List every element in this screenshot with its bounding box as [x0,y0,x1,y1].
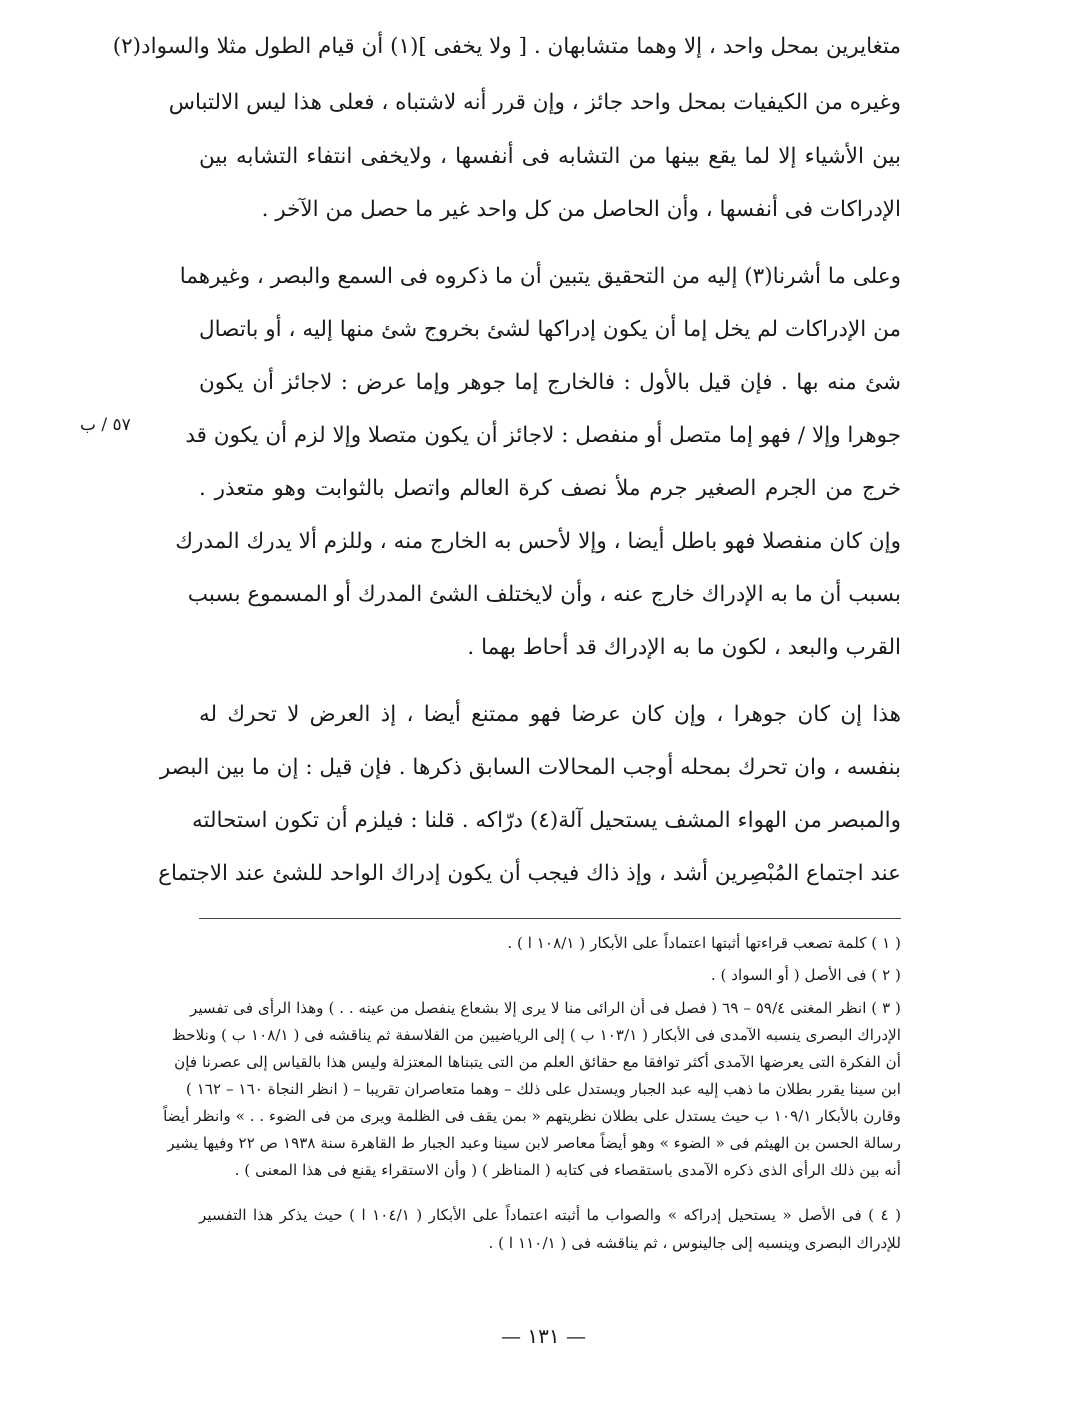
text-line: بنفسه ، وان تحرك بمحله أوجب المحالات السابق ذكرها . فإن قيل : إن ما بين البصر [159,755,901,780]
text-line: متغايرين بمحل واحد ، إلا وهما متشابهان . [ ولا يخفى ](١) أن قيام الطول مثلا والسواد(٢) [112,34,901,59]
footnote-line: أن الفكرة التى يعرضها الآمدى أكثر توافقا مع حقائق العلم من التى يتبناها المعتزلة وليس هذا بالقياس إلى عصرنا فإن [174,1053,901,1071]
text-line: بسبب أن ما به الإدراك خارج عنه ، وأن لايختلف الشئ المدرك أو المسموع بسبب [187,582,901,607]
text-line: وإن كان منفصلا فهو باطل أيضا ، وإلا لأحس به الخارج منه ، وللزم ألا يدرك المدرك [175,529,901,554]
text-line: والمبصر من الهواء المشف يستحيل آلة(٤) درّاكه . قلنا : فيلزم أن تكون استحالته [191,808,901,833]
text-line: خرج من الجرم الصغير جرم ملأ نصف كرة العالم واتصل بالثوابت وهو متعذر . [199,476,901,501]
text-line: بين الأشياء إلا لما يقع بينها من التشابه فى أنفسها ، ولايخفى انتفاء التشابه بين [199,144,901,169]
text-line: هذا إن كان جوهرا ، وإن كان عرضا فهو ممتنع أيضا ، إذ العرض لا تحرك له [199,702,901,727]
manuscript-folio-marker: ٥٧ / ب [80,415,131,435]
text-line: وغيره من الكيفيات بمحل واحد جائز ، وإن قرر أنه لاشتباه ، فعلى هذا ليس الالتباس [168,90,901,115]
footnote-separator [199,918,901,919]
text-line: الإدراكات فى أنفسها ، وأن الحاصل من كل واحد غير ما حصل من الآخر . [261,197,901,222]
footnote-line: ( ١ ) كلمة تصعب قراءتها أثبتها اعتماداً على الأبكار ( ١٠٨/١ ا ) . [507,934,901,952]
footnote-line: وقارن بالأبكار ١٠٩/١ ب حيث يستدل على بطلان نظريتهم « بمن يقف فى الظلمة ويرى من فى الضوء . . » وانظر أيضاً [163,1107,901,1125]
text-line: شئ منه بها . فإن قيل بالأول : فالخارج إما جوهر وإما عرض : لاجائز أن يكون [199,370,901,395]
text-line: وعلى ما أشرنا(٣) إليه من التحقيق يتبين أن ما ذكروه فى السمع والبصر ، وغيرهما [179,264,901,289]
page-number: — ١٣١ — [501,1324,586,1348]
footnote-line: أنه بين ذلك الرأى الذى ذكره الآمدى باستقصاء فى كتابه ( المناظر ) ( وأن الاستقراء يقنع فى هذا المعنى ) . [234,1161,901,1179]
footnote-line: الإدراك البصرى ينسبه الآمدى فى الأبكار ( ١٠٣/١ ب ) إلى الرياضيين من الفلاسفة ثم يناقشه فى ( ١٠٨/١ ب ) ونلاحظ [171,1026,901,1044]
footnote-line: ابن سينا يقرر بطلان ما ذهب إليه عبد الجبار ويستدل على ذلك – وهما متعاصران تقريبا – ( انظر النجاة ١٦٠ – ١٦٢ ) [185,1080,901,1098]
text-line: جوهرا وإلا / فهو إما متصل أو منفصل : لاجائز أن يكون متصلا وإلا لزم أن يكون قد [185,423,901,448]
text-line: عند اجتماع المُبْصِرين أشد ، وإذ ذاك فيجب أن يكون إدراك الواحد للشئ عند الاجتماع [158,861,901,886]
text-line: القرب والبعد ، لكون ما به الإدراك قد أحاط بهما . [467,635,901,660]
footnote-line: ( ٤ ) فى الأصل « يستحيل إدراكه » والصواب ما أثبته اعتماداً على الأبكار ( ١٠٤/١ ا ) حيث يذكر هذا التفسير [199,1206,901,1224]
footnote-line: رسالة الحسن بن الهيثم فى « الضوء » وهو أيضاً معاصر لابن سينا وعبد الجبار ط القاهرة سنة ١٩٣٨ ص ٢٢ وفيها يشير [167,1134,901,1152]
text-line: من الإدراكات لم يخل إما أن يكون إدراكها لشئ بخروج شئ منها إليه ، أو باتصال [199,317,901,342]
footnote-line: ( ٢ ) فى الأصل ( أو السواد ) . [710,966,901,984]
footnote-line: ( ٣ ) انظر المغنى ٥٩/٤ – ٦٩ ( فصل فى أن الرائى منا لا يرى إلا بشعاع ينفصل من عينه . . ) وهذا الرأى فى تفسير [189,999,901,1017]
footnote-line: للإدراك البصرى وينسبه إلى جالينوس ، ثم يناقشه فى ( ١١٠/١ ا ) . [488,1234,901,1252]
